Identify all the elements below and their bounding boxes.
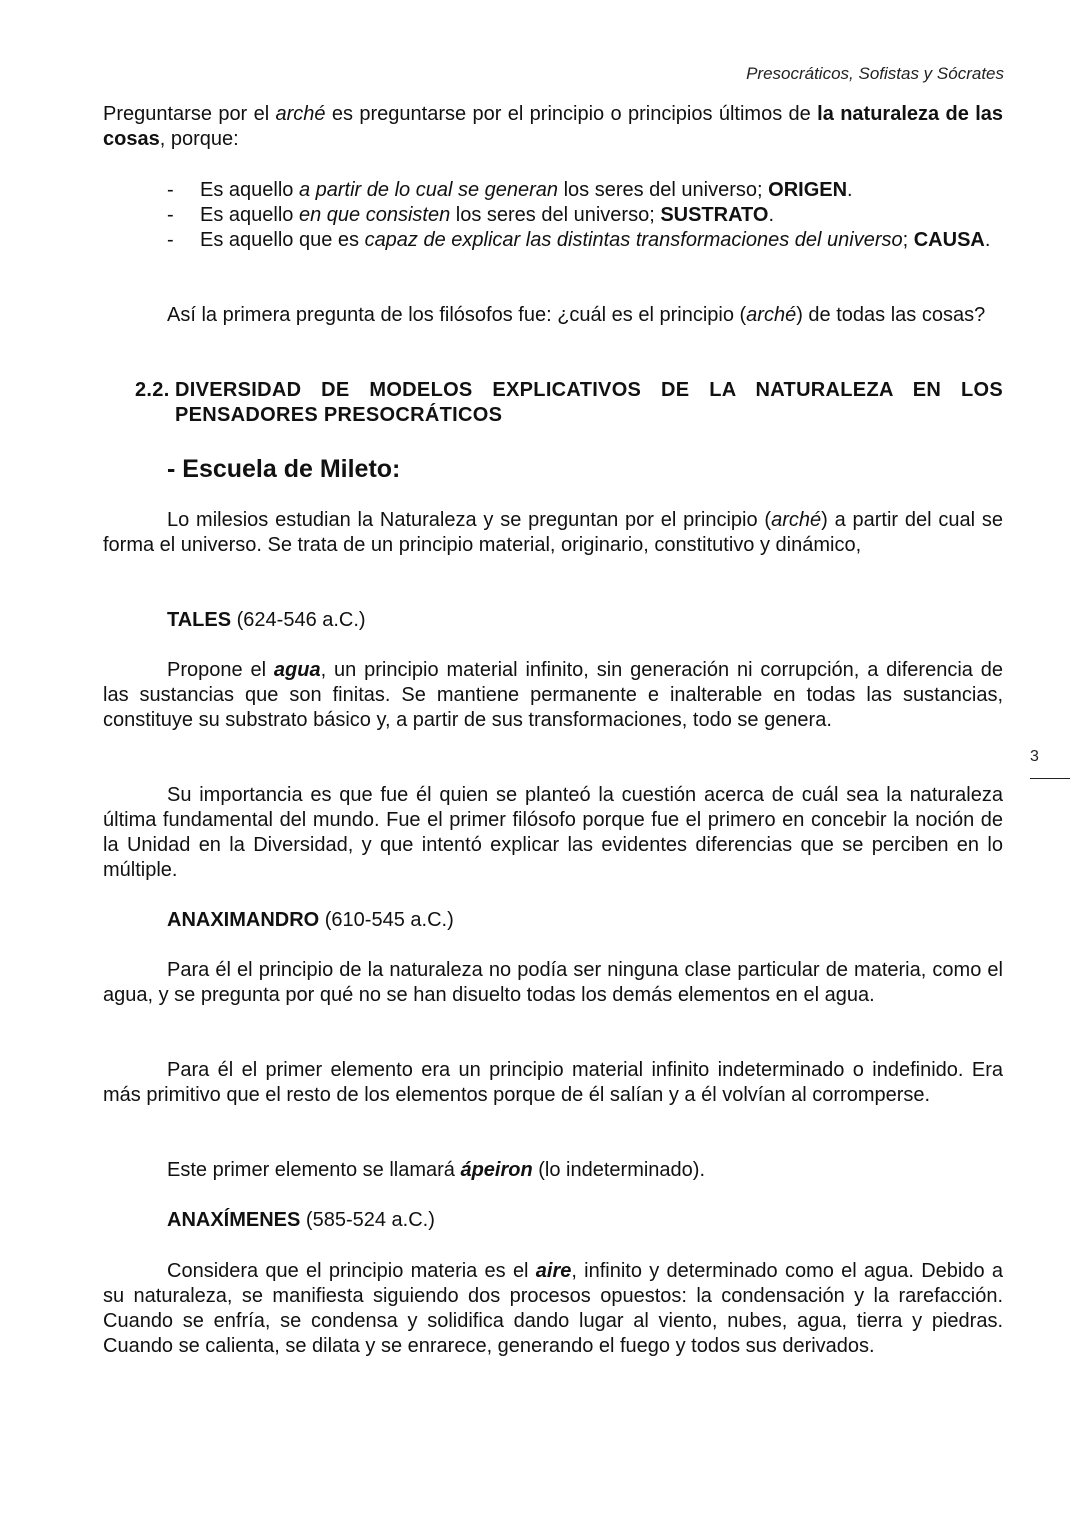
milesios-paragraph: Lo milesios estudian la Naturaleza y se preguntan por el principio (arché) a partir del cual se forma el universo. Se trata de un principio material, originario, constitutivo y dinámico, (103, 509, 1003, 556)
tales-importance-paragraph: Su importancia es que fue él quien se planteó la cuestión acerca de cuál sea la naturaleza última fundamental del mundo. Fue el primer filósofo porque fue el primero en concebir la noción de la Unidad en la Diversidad, y que intentó explicar las evidentes diferencias que se perciben en lo múltiple. (103, 784, 1003, 881)
document-page: Presocráticos, Sofistas y Sócrates Preguntarse por el arché es preguntarse por el principio o principios últimos de la naturaleza de las cosas, porque: - Es aquello a partir de lo cual se generan los seres del universo; ORIGEN. - Es aquello en que consisten los seres del universo; SUSTRATO. - Es aquello que es capaz de explicar las distintas transformaciones del universo; CAUSA. Así la primera pregunta de los filósofos fue: ¿cuál es el principio (arché) de todas las cosas? 2.2. DIVERSIDAD DE MODELOS EXPLICATIVOS DE LA NATURALEZA EN LOS PENSADORES PRESOCRÁTICOS - Escuela de Mileto: Lo milesios estudian la Naturaleza y se preguntan por el principio (arché) a partir del cual se forma el universo. Se trata de un principio material, originario, constitutivo y dinámico, TALES (624-546 a.C.) Propone el agua, un principio material infinito, sin generación ni corrupción, a diferencia de las sustancias que son finitas. Se mantiene permanente e inalterable en todas las sustancias, constituye su substrato básico y, a partir de sus transformaciones, todo se genera. Su importancia es que fue él quien se planteó la cuestión acerca de cuál sea la naturaleza última fundamental del mundo. Fue el primer filósofo porque fue el primero en concebir la noción de la Unidad en la Diversidad, y que intentó explicar las evidentes diferencias que se perciben en lo múltiple. ANAXIMANDRO (610-545 a.C.) Para él el principio de la naturaleza no podía ser ninguna clase particular de materia, como el agua, y se pregunta por qué no se han disuelto todas los demás elementos en el agua. Para él el primer elemento era un principio material infinito indeterminado o indefinido. Era más primitivo que el resto de los elementos porque de él salían y a él volvían al corromperse. Este primer elemento se llamará ápeiron (lo indeterminado). ANAXÍMENES (585-524 a.C.) Considera que el principio materia es el aire, infinito y determinado como el agua. Debido a su naturaleza, se manifiesta siguiendo dos procesos opuestos: la condensación y la rarefacción. Cuando se enfría, se condensa y solidifica dando lugar al viento, nubes, agua, tierra y piedras. Cuando se calienta, se dilata y se enrarece, generando el fuego y todos sus derivados. 3 (0, 0, 1080, 1528)
question-paragraph: Así la primera pregunta de los filósofos fue: ¿cuál es el principio (arché) de todas las cosas? (167, 304, 986, 326)
anaximenes-paragraph: Considera que el principio materia es el aire, infinito y determinado como el agua. Debido a su naturaleza, se manifiesta siguiendo dos procesos opuestos: la condensación y la rarefacción. Cuando se enfría, se condensa y solidifica dando lugar al viento, nubes, agua, tierra y piedras. Cuando se calienta, se dilata y se enrarece, generando el fuego y todos sus derivados. (103, 1260, 1003, 1357)
tales-paragraph: Propone el agua, un principio material infinito, sin generación ni corrupción, a diferencia de las sustancias que son finitas. Se mantiene permanente e inalterable en todas las sustancias, constituye su substrato básico y, a partir de sus transformaciones, todo se genera. (103, 659, 1004, 731)
page-number-rule (1030, 778, 1070, 779)
school-title: - Escuela de Mileto: (167, 455, 401, 483)
page-number: 3 (1030, 748, 1039, 765)
apeiron-paragraph: Este primer elemento se llamará ápeiron (lo indeterminado). (167, 1159, 706, 1181)
philosopher-title: ANAXIMANDRO (610-545 a.C.) (167, 909, 454, 931)
anaximandro-paragraph: Para él el principio de la naturaleza no podía ser ninguna clase particular de materia, como el agua, y se pregunta por qué no se han disuelto todas los demás elementos en el agua. (103, 959, 1003, 1006)
anaximandro-paragraph: Para él el primer elemento era un principio material infinito indeterminado o indefinido. Era más primitivo que el resto de los elementos porque de él salían y a él volvían al corromperse. (103, 1059, 1003, 1106)
running-header: Presocráticos, Sofistas y Sócrates (746, 64, 1004, 83)
philosopher-title: ANAXÍMENES (585-524 a.C.) (167, 1209, 435, 1231)
intro-paragraph: Preguntarse por el arché es preguntarse por el principio o principios últimos de la naturaleza de las cosas, porque: (103, 103, 1003, 150)
philosopher-title: TALES (624-546 a.C.) (167, 609, 366, 631)
